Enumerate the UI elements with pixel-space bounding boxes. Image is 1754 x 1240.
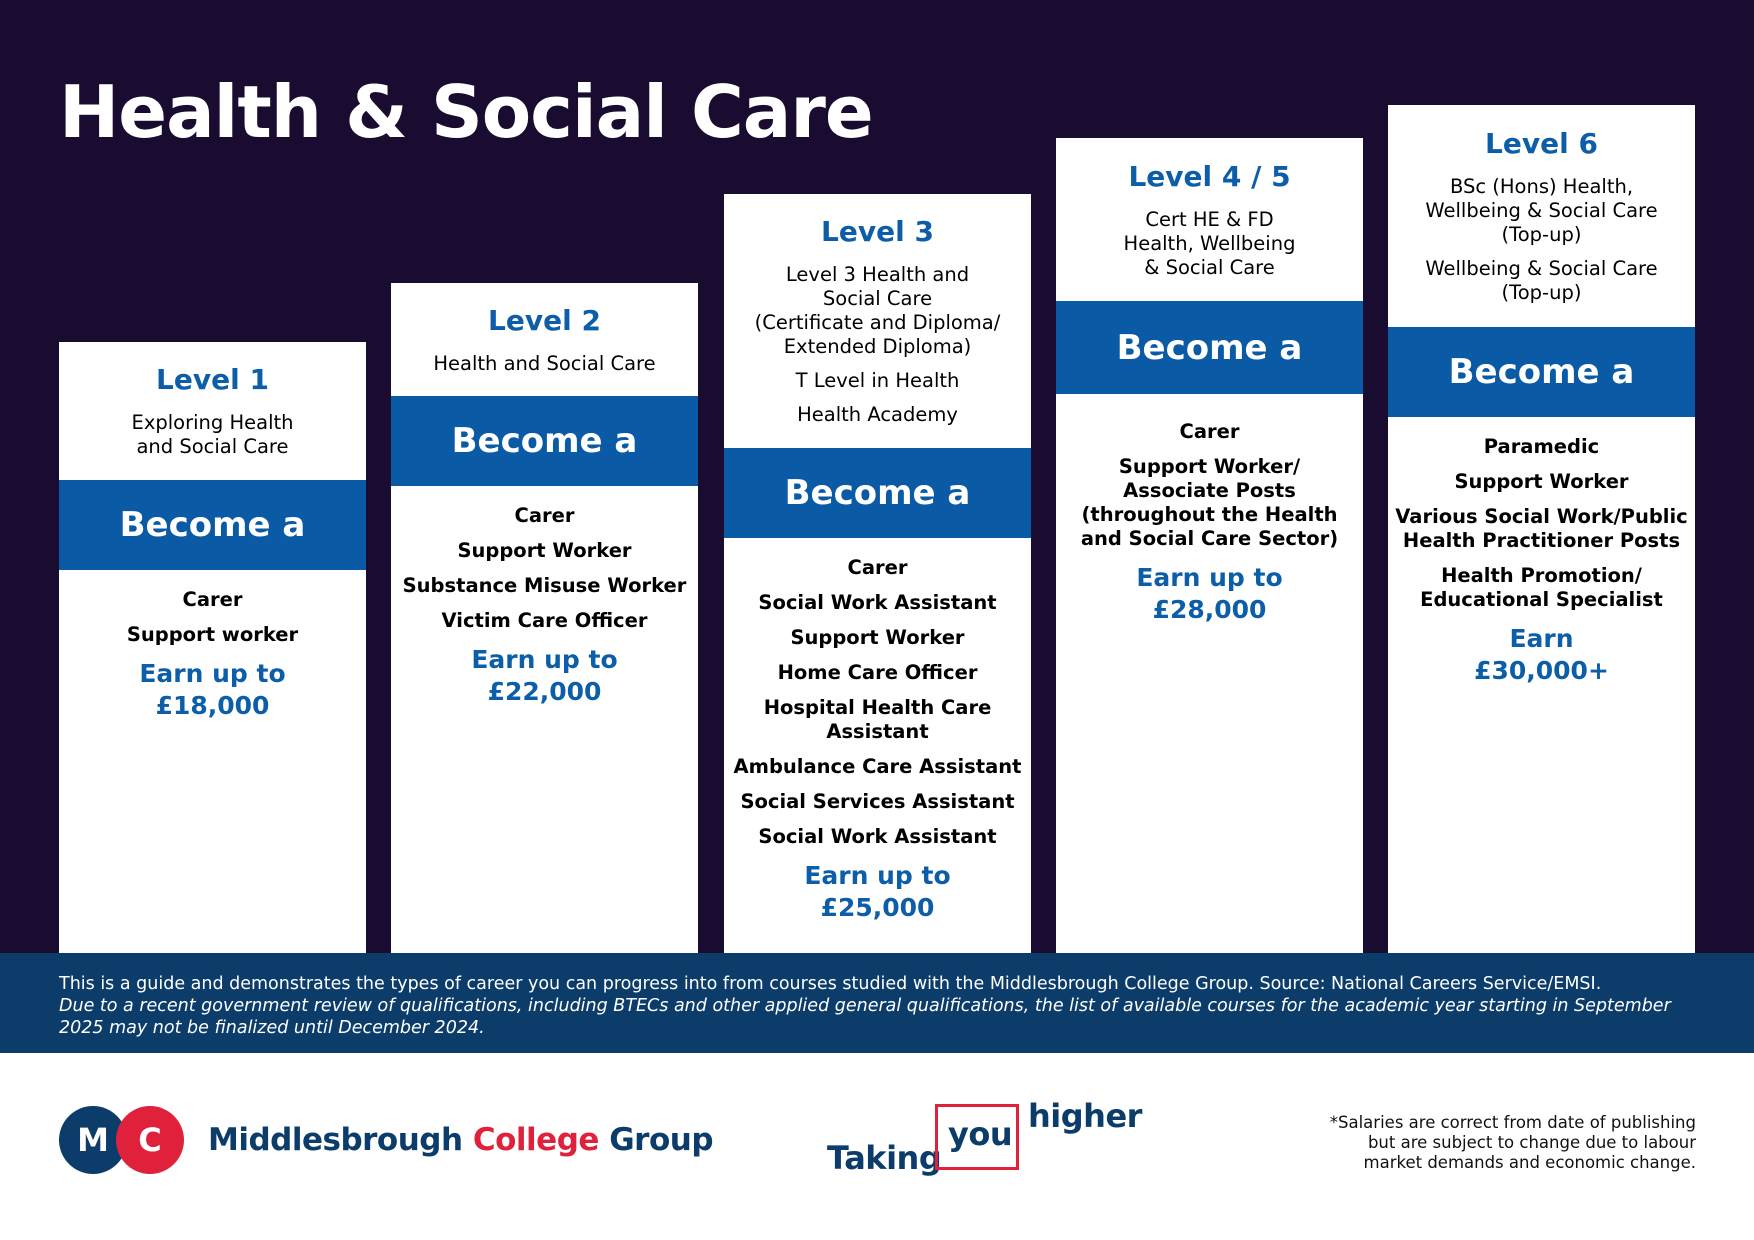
career-item: Various Social Work/Public Health Practitioner Posts <box>1395 505 1688 552</box>
career-list <box>1056 394 1363 626</box>
career-item: Carer <box>182 588 243 611</box>
college-name <box>208 1120 713 1160</box>
career-item: Victim Care Officer <box>441 609 648 632</box>
become-a-banner: Become a <box>1056 301 1363 394</box>
salary-disclaimer: *Salaries are correct from date of publishing but are subject to change due to labour market demands and economic change. <box>1329 1113 1696 1172</box>
become-a-banner: Become a <box>1388 327 1695 417</box>
logo-m-letter: M <box>77 1121 109 1159</box>
become-a-banner: Become a <box>59 480 366 570</box>
qualification: BSc (Hons) Health, Wellbeing & Social Care (Top-up) <box>1425 175 1658 246</box>
footnote-disclaimer: Due to a recent government review of qualifications, including BTECs and other applied general qualifications, the list of available courses for the academic year starting in September 2025 may not be finalized until December 2024. <box>59 996 1671 1038</box>
salary: Earn up to £25,000 <box>804 861 951 922</box>
career-item: Social Work Assistant <box>758 591 997 614</box>
footnote-source: This is a guide and demonstrates the types of career you can progress into from courses studied with the Middlesbrough College Group. Source: National Careers Service/EMSI. <box>59 974 1602 994</box>
qualification: Health and Social Care <box>433 351 656 375</box>
career-item: Paramedic <box>1483 435 1600 458</box>
career-item: Substance Misuse Worker <box>402 574 687 597</box>
career-item: Support Worker <box>457 539 632 562</box>
career-list <box>724 538 1031 924</box>
salary: Earn up to £28,000 <box>1136 563 1283 624</box>
career-list <box>391 486 698 708</box>
career-item: Support Worker <box>790 626 965 649</box>
career-item: Carer <box>847 556 908 579</box>
career-item: Carer <box>514 504 575 527</box>
career-item: Ambulance Care Assistant <box>733 755 1022 778</box>
level-header <box>724 194 1031 448</box>
level-column-2 <box>391 283 698 953</box>
qualification: Exploring Health and Social Care <box>131 411 294 458</box>
level-column-4 <box>1056 138 1363 953</box>
level-title: Level 4 / 5 <box>1128 159 1291 193</box>
level-title: Level 2 <box>488 303 601 337</box>
qualification: Cert HE & FD Health, Wellbeing & Social Care <box>1123 207 1296 279</box>
salary: Earn £30,000+ <box>1474 624 1609 685</box>
level-column-1 <box>59 342 366 953</box>
career-list <box>59 570 366 722</box>
college-name-part1: Middlesbrough <box>208 1122 463 1158</box>
level-header <box>1388 105 1695 327</box>
qualification: Health Academy <box>797 403 958 426</box>
career-list <box>1388 417 1695 687</box>
logo-c-letter: C <box>138 1121 162 1159</box>
level-header <box>1056 138 1363 301</box>
level-title: Level 1 <box>156 363 269 396</box>
page-title: Health & Social Care <box>59 70 873 154</box>
become-a-banner: Become a <box>391 396 698 486</box>
footnote-band <box>0 953 1754 1053</box>
level-column-5 <box>1388 105 1695 953</box>
tagline-you: you <box>948 1115 1013 1153</box>
level-title: Level 6 <box>1485 127 1598 160</box>
logo-c-circle <box>116 1106 184 1174</box>
qualification: T Level in Health <box>795 369 960 392</box>
qualification: Level 3 Health and Social Care (Certificate and Diploma/ Extended Diploma) <box>754 263 1001 358</box>
qualification: Wellbeing & Social Care (Top-up) <box>1425 257 1658 304</box>
career-item: Home Care Officer <box>777 661 978 684</box>
level-column-3 <box>724 194 1031 953</box>
tagline-higher: higher <box>1028 1097 1142 1135</box>
career-item: Support worker <box>126 623 299 646</box>
career-item: Support Worker/ Associate Posts (throughout the Health and Social Care Sector) <box>1080 455 1339 550</box>
career-item: Hospital Health Care Assistant <box>763 696 992 743</box>
level-header <box>391 283 698 396</box>
become-a-banner: Become a <box>724 448 1031 538</box>
level-title: Level 3 <box>821 215 934 248</box>
career-item: Support Worker <box>1454 470 1629 493</box>
career-item: Social Work Assistant <box>758 825 997 848</box>
tagline-taking: Taking <box>827 1139 942 1177</box>
college-name-part2: College <box>472 1122 599 1158</box>
career-item: Social Services Assistant <box>740 790 1015 813</box>
career-item: Carer <box>1179 420 1240 443</box>
salary: Earn up to £18,000 <box>139 659 286 720</box>
career-item: Health Promotion/ Educational Specialist <box>1420 564 1663 611</box>
level-header <box>59 342 366 480</box>
salary: Earn up to £22,000 <box>471 645 618 706</box>
college-name-part3: Group <box>609 1122 714 1158</box>
